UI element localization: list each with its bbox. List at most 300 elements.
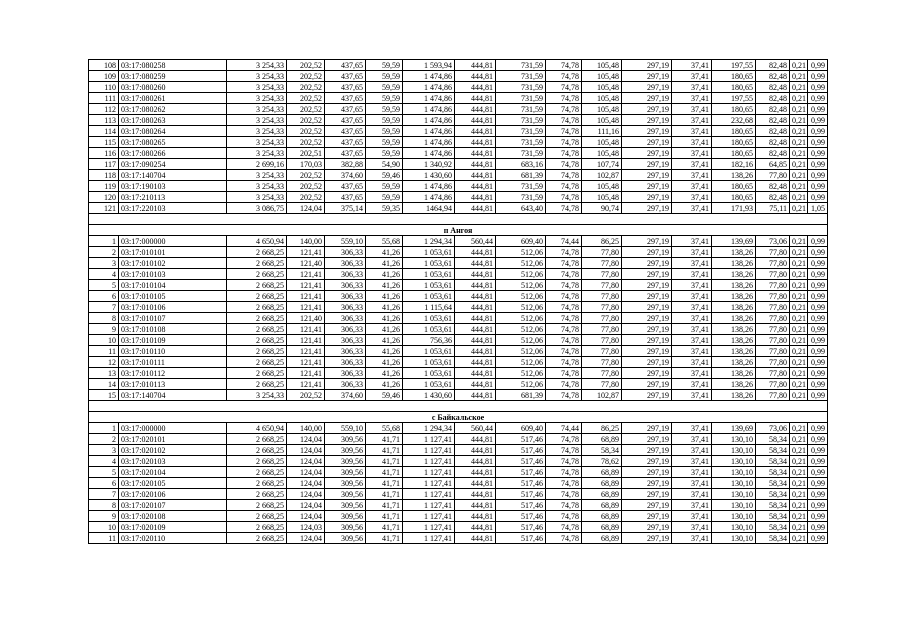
- value-cell: 197,55: [712, 60, 756, 71]
- value-cell: 232,68: [712, 115, 756, 126]
- value-cell: 2 668,25: [227, 511, 287, 522]
- value-cell: 297,19: [622, 379, 672, 390]
- row-number-cell: 108: [89, 60, 119, 71]
- table-row: [89, 324, 828, 335]
- value-cell: 37,41: [672, 445, 712, 456]
- value-cell: 2 668,25: [227, 346, 287, 357]
- value-cell: 59,46: [366, 170, 403, 181]
- value-cell: 0,21: [790, 291, 808, 302]
- value-cell: 37,41: [672, 522, 712, 533]
- value-cell: 0,99: [808, 511, 828, 522]
- value-cell: 309,56: [325, 456, 366, 467]
- row-number-cell: 13: [89, 368, 119, 379]
- value-cell: 37,41: [672, 456, 712, 467]
- value-cell: 74,78: [546, 456, 582, 467]
- value-cell: 297,19: [622, 368, 672, 379]
- value-cell: 37,41: [672, 258, 712, 269]
- value-cell: 139,69: [712, 423, 756, 434]
- value-cell: 444,81: [455, 302, 496, 313]
- value-cell: 74,78: [546, 170, 582, 181]
- value-cell: 309,56: [325, 478, 366, 489]
- value-cell: 124,04: [287, 445, 325, 456]
- value-cell: 297,19: [622, 236, 672, 247]
- table-row: [89, 82, 828, 93]
- value-cell: 58,34: [756, 533, 790, 544]
- value-cell: 0,99: [808, 115, 828, 126]
- row-number-cell: 111: [89, 93, 119, 104]
- value-cell: 74,78: [546, 478, 582, 489]
- row-number-cell: 117: [89, 159, 119, 170]
- value-cell: 41,71: [366, 467, 403, 478]
- cadastral-code-cell: 03:17:010110: [119, 346, 227, 357]
- table-row: [89, 533, 828, 544]
- value-cell: 202,52: [287, 170, 325, 181]
- value-cell: 297,19: [622, 324, 672, 335]
- value-cell: 202,52: [287, 192, 325, 203]
- value-cell: 0,99: [808, 478, 828, 489]
- value-cell: 37,41: [672, 357, 712, 368]
- value-cell: 2 668,25: [227, 445, 287, 456]
- value-cell: 512,06: [496, 302, 546, 313]
- value-cell: 444,81: [455, 478, 496, 489]
- value-cell: 731,59: [496, 148, 546, 159]
- value-cell: 444,81: [455, 126, 496, 137]
- value-cell: 3 254,33: [227, 148, 287, 159]
- value-cell: 0,21: [790, 423, 808, 434]
- value-cell: 121,41: [287, 368, 325, 379]
- value-cell: 74,78: [546, 93, 582, 104]
- value-cell: 41,71: [366, 522, 403, 533]
- value-cell: 59,59: [366, 115, 403, 126]
- cadastral-code-cell: 03:17:080265: [119, 137, 227, 148]
- section-header-row: [89, 225, 828, 236]
- value-cell: 77,80: [756, 335, 790, 346]
- value-cell: 512,06: [496, 357, 546, 368]
- cadastral-code-cell: 03:17:000000: [119, 236, 227, 247]
- value-cell: 77,80: [582, 280, 622, 291]
- value-cell: 138,26: [712, 346, 756, 357]
- value-cell: 130,10: [712, 434, 756, 445]
- value-cell: 59,59: [366, 71, 403, 82]
- row-number-cell: 113: [89, 115, 119, 126]
- value-cell: 41,71: [366, 489, 403, 500]
- value-cell: 3 254,33: [227, 71, 287, 82]
- value-cell: 0,99: [808, 291, 828, 302]
- value-cell: 37,41: [672, 181, 712, 192]
- value-cell: 37,41: [672, 71, 712, 82]
- row-number-cell: 115: [89, 137, 119, 148]
- value-cell: 437,65: [325, 137, 366, 148]
- value-cell: 1 127,41: [403, 434, 455, 445]
- value-cell: 444,81: [455, 357, 496, 368]
- value-cell: 444,81: [455, 115, 496, 126]
- cadastral-code-cell: 03:17:010104: [119, 280, 227, 291]
- value-cell: 37,41: [672, 324, 712, 335]
- value-cell: 138,26: [712, 170, 756, 181]
- value-cell: 1 294,34: [403, 236, 455, 247]
- value-cell: 306,33: [325, 324, 366, 335]
- value-cell: 77,80: [582, 379, 622, 390]
- value-cell: 1 053,61: [403, 258, 455, 269]
- value-cell: 0,21: [790, 93, 808, 104]
- value-cell: 2 668,25: [227, 357, 287, 368]
- value-cell: 2 668,25: [227, 522, 287, 533]
- value-cell: 37,41: [672, 269, 712, 280]
- value-cell: 297,19: [622, 269, 672, 280]
- row-number-cell: 119: [89, 181, 119, 192]
- table-row: [89, 60, 828, 71]
- value-cell: 3 254,33: [227, 170, 287, 181]
- value-cell: 41,26: [366, 335, 403, 346]
- cadastral-code-cell: 03:17:020107: [119, 500, 227, 511]
- value-cell: 105,48: [582, 71, 622, 82]
- value-cell: 0,99: [808, 346, 828, 357]
- value-cell: 0,99: [808, 170, 828, 181]
- value-cell: 90,74: [582, 203, 622, 214]
- value-cell: 309,56: [325, 500, 366, 511]
- table-row: [89, 368, 828, 379]
- value-cell: 180,65: [712, 82, 756, 93]
- value-cell: 0,99: [808, 71, 828, 82]
- value-cell: 1 053,61: [403, 346, 455, 357]
- value-cell: 41,26: [366, 379, 403, 390]
- value-cell: 0,99: [808, 247, 828, 258]
- table-row: [89, 456, 828, 467]
- value-cell: 512,06: [496, 346, 546, 357]
- value-cell: 1 053,61: [403, 324, 455, 335]
- table-row: [89, 511, 828, 522]
- value-cell: 512,06: [496, 258, 546, 269]
- value-cell: 306,33: [325, 247, 366, 258]
- section-title: п Ангоя: [89, 225, 828, 236]
- table-row: [89, 302, 828, 313]
- value-cell: 437,65: [325, 148, 366, 159]
- value-cell: 77,80: [756, 280, 790, 291]
- value-cell: 297,19: [622, 313, 672, 324]
- row-number-cell: 110: [89, 82, 119, 93]
- value-cell: 0,21: [790, 478, 808, 489]
- value-cell: 306,33: [325, 258, 366, 269]
- spacer-row: [89, 401, 828, 412]
- value-cell: 77,80: [756, 258, 790, 269]
- value-cell: 0,21: [790, 390, 808, 401]
- value-cell: 444,81: [455, 258, 496, 269]
- value-cell: 75,11: [756, 203, 790, 214]
- value-cell: 306,33: [325, 313, 366, 324]
- value-cell: 437,65: [325, 181, 366, 192]
- value-cell: 138,26: [712, 313, 756, 324]
- value-cell: 41,71: [366, 434, 403, 445]
- value-cell: 138,26: [712, 390, 756, 401]
- value-cell: 180,65: [712, 104, 756, 115]
- value-cell: 74,78: [546, 313, 582, 324]
- value-cell: 54,90: [366, 159, 403, 170]
- value-cell: 74,78: [546, 82, 582, 93]
- table-row: [89, 467, 828, 478]
- value-cell: 517,46: [496, 478, 546, 489]
- value-cell: 58,34: [756, 489, 790, 500]
- value-cell: 74,78: [546, 137, 582, 148]
- value-cell: 41,71: [366, 478, 403, 489]
- value-cell: 2 668,25: [227, 269, 287, 280]
- value-cell: 1 053,61: [403, 280, 455, 291]
- cadastral-code-cell: 03:17:190103: [119, 181, 227, 192]
- value-cell: 731,59: [496, 115, 546, 126]
- value-cell: 444,81: [455, 456, 496, 467]
- value-cell: 37,41: [672, 467, 712, 478]
- value-cell: 2 668,25: [227, 335, 287, 346]
- value-cell: 1 294,34: [403, 423, 455, 434]
- value-cell: 1 053,61: [403, 379, 455, 390]
- value-cell: 1 127,41: [403, 456, 455, 467]
- cadastral-code-cell: 03:17:010102: [119, 258, 227, 269]
- row-number-cell: 109: [89, 71, 119, 82]
- value-cell: 121,41: [287, 247, 325, 258]
- value-cell: 444,81: [455, 390, 496, 401]
- value-cell: 102,87: [582, 170, 622, 181]
- value-cell: 0,99: [808, 148, 828, 159]
- value-cell: 41,26: [366, 346, 403, 357]
- row-number-cell: 1: [89, 236, 119, 247]
- value-cell: 37,41: [672, 291, 712, 302]
- value-cell: 180,65: [712, 126, 756, 137]
- value-cell: 1 474,86: [403, 71, 455, 82]
- table-row: [89, 203, 828, 214]
- value-cell: 37,41: [672, 126, 712, 137]
- cadastral-code-cell: 03:17:220103: [119, 203, 227, 214]
- row-number-cell: 6: [89, 291, 119, 302]
- value-cell: 74,78: [546, 445, 582, 456]
- value-cell: 306,33: [325, 335, 366, 346]
- value-cell: 1 474,86: [403, 137, 455, 148]
- value-cell: 77,80: [756, 368, 790, 379]
- value-cell: 0,99: [808, 181, 828, 192]
- value-cell: 731,59: [496, 71, 546, 82]
- value-cell: 0,99: [808, 379, 828, 390]
- cadastral-code-cell: 03:17:080266: [119, 148, 227, 159]
- value-cell: 2 668,25: [227, 467, 287, 478]
- value-cell: 297,19: [622, 82, 672, 93]
- value-cell: 121,41: [287, 302, 325, 313]
- value-cell: 41,71: [366, 456, 403, 467]
- value-cell: 309,56: [325, 533, 366, 544]
- value-cell: 297,19: [622, 522, 672, 533]
- value-cell: 444,81: [455, 489, 496, 500]
- value-cell: 55,68: [366, 423, 403, 434]
- value-cell: 0,21: [790, 434, 808, 445]
- cadastral-code-cell: 03:17:080263: [119, 115, 227, 126]
- value-cell: 37,41: [672, 203, 712, 214]
- row-number-cell: 2: [89, 434, 119, 445]
- value-cell: 1 474,86: [403, 126, 455, 137]
- value-cell: 2 668,25: [227, 368, 287, 379]
- value-cell: 1 115,64: [403, 302, 455, 313]
- value-cell: 4 650,94: [227, 236, 287, 247]
- value-cell: 74,78: [546, 159, 582, 170]
- value-cell: 74,78: [546, 115, 582, 126]
- cadastral-code-cell: 03:17:020102: [119, 445, 227, 456]
- value-cell: 77,80: [582, 357, 622, 368]
- value-cell: 444,81: [455, 137, 496, 148]
- value-cell: 512,06: [496, 335, 546, 346]
- value-cell: 3 254,33: [227, 137, 287, 148]
- value-cell: 0,21: [790, 203, 808, 214]
- table-row: [89, 192, 828, 203]
- value-cell: 202,51: [287, 148, 325, 159]
- value-cell: 0,99: [808, 467, 828, 478]
- value-cell: 297,19: [622, 456, 672, 467]
- table-row: [89, 291, 828, 302]
- value-cell: 130,10: [712, 522, 756, 533]
- value-cell: 82,48: [756, 181, 790, 192]
- value-cell: 1 127,41: [403, 467, 455, 478]
- table-row: [89, 280, 828, 291]
- value-cell: 121,41: [287, 335, 325, 346]
- value-cell: 0,99: [808, 357, 828, 368]
- value-cell: 124,04: [287, 511, 325, 522]
- value-cell: 180,65: [712, 181, 756, 192]
- value-cell: 130,10: [712, 467, 756, 478]
- table-row: [89, 346, 828, 357]
- value-cell: 64,85: [756, 159, 790, 170]
- value-cell: 82,48: [756, 126, 790, 137]
- value-cell: 1 430,60: [403, 390, 455, 401]
- value-cell: 444,81: [455, 104, 496, 115]
- value-cell: 138,26: [712, 368, 756, 379]
- row-number-cell: 3: [89, 258, 119, 269]
- value-cell: 37,41: [672, 368, 712, 379]
- value-cell: 297,19: [622, 93, 672, 104]
- row-number-cell: 118: [89, 170, 119, 181]
- value-cell: 1 053,61: [403, 291, 455, 302]
- value-cell: 124,04: [287, 478, 325, 489]
- value-cell: 73,06: [756, 423, 790, 434]
- value-cell: 306,33: [325, 291, 366, 302]
- table-row: [89, 269, 828, 280]
- value-cell: 517,46: [496, 445, 546, 456]
- value-cell: 74,78: [546, 291, 582, 302]
- value-cell: 297,19: [622, 148, 672, 159]
- value-cell: 560,44: [455, 236, 496, 247]
- value-cell: 3 254,33: [227, 60, 287, 71]
- value-cell: 297,19: [622, 280, 672, 291]
- cadastral-code-cell: 03:17:080259: [119, 71, 227, 82]
- value-cell: 1 474,86: [403, 192, 455, 203]
- value-cell: 517,46: [496, 522, 546, 533]
- table-row: [89, 126, 828, 137]
- value-cell: 82,48: [756, 137, 790, 148]
- value-cell: 2 699,16: [227, 159, 287, 170]
- value-cell: 138,26: [712, 302, 756, 313]
- value-cell: 3 254,33: [227, 93, 287, 104]
- table-body: [89, 60, 828, 544]
- value-cell: 517,46: [496, 489, 546, 500]
- value-cell: 77,80: [582, 302, 622, 313]
- value-cell: 74,78: [546, 324, 582, 335]
- value-cell: 74,44: [546, 423, 582, 434]
- row-number-cell: 4: [89, 269, 119, 280]
- value-cell: 2 668,25: [227, 302, 287, 313]
- cadastral-code-cell: 03:17:140704: [119, 170, 227, 181]
- value-cell: 0,21: [790, 71, 808, 82]
- value-cell: 0,21: [790, 379, 808, 390]
- cadastral-code-cell: 03:17:020104: [119, 467, 227, 478]
- value-cell: 309,56: [325, 467, 366, 478]
- value-cell: 306,33: [325, 346, 366, 357]
- value-cell: 560,44: [455, 423, 496, 434]
- value-cell: 41,26: [366, 269, 403, 280]
- cadastral-code-cell: 03:17:010106: [119, 302, 227, 313]
- value-cell: 297,19: [622, 170, 672, 181]
- value-cell: 86,25: [582, 423, 622, 434]
- value-cell: 1 053,61: [403, 313, 455, 324]
- value-cell: 309,56: [325, 489, 366, 500]
- value-cell: 306,33: [325, 357, 366, 368]
- value-cell: 0,99: [808, 324, 828, 335]
- value-cell: 37,41: [672, 192, 712, 203]
- value-cell: 58,34: [756, 522, 790, 533]
- value-cell: 0,21: [790, 159, 808, 170]
- value-cell: 0,21: [790, 456, 808, 467]
- value-cell: 74,78: [546, 192, 582, 203]
- value-cell: 68,89: [582, 478, 622, 489]
- value-cell: 59,59: [366, 137, 403, 148]
- value-cell: 77,80: [582, 269, 622, 280]
- cadastral-code-cell: 03:17:080258: [119, 60, 227, 71]
- row-number-cell: 116: [89, 148, 119, 159]
- value-cell: 731,59: [496, 82, 546, 93]
- value-cell: 0,21: [790, 445, 808, 456]
- value-cell: 74,78: [546, 203, 582, 214]
- value-cell: 77,80: [756, 170, 790, 181]
- value-cell: 78,62: [582, 456, 622, 467]
- value-cell: 138,26: [712, 269, 756, 280]
- value-cell: 731,59: [496, 60, 546, 71]
- value-cell: 130,10: [712, 478, 756, 489]
- value-cell: 444,81: [455, 60, 496, 71]
- value-cell: 74,78: [546, 60, 582, 71]
- value-cell: 77,80: [756, 269, 790, 280]
- value-cell: 1 053,61: [403, 247, 455, 258]
- value-cell: 0,99: [808, 500, 828, 511]
- value-cell: 297,19: [622, 181, 672, 192]
- value-cell: 74,78: [546, 71, 582, 82]
- value-cell: 37,41: [672, 313, 712, 324]
- value-cell: 0,21: [790, 335, 808, 346]
- value-cell: 37,41: [672, 93, 712, 104]
- value-cell: 138,26: [712, 247, 756, 258]
- value-cell: 74,78: [546, 434, 582, 445]
- value-cell: 297,19: [622, 104, 672, 115]
- value-cell: 609,40: [496, 236, 546, 247]
- value-cell: 202,52: [287, 126, 325, 137]
- value-cell: 140,00: [287, 236, 325, 247]
- table-row: [89, 445, 828, 456]
- value-cell: 58,34: [756, 511, 790, 522]
- value-cell: 512,06: [496, 368, 546, 379]
- value-cell: 37,41: [672, 346, 712, 357]
- value-cell: 105,48: [582, 93, 622, 104]
- value-cell: 0,21: [790, 82, 808, 93]
- value-cell: 77,80: [582, 346, 622, 357]
- value-cell: 517,46: [496, 533, 546, 544]
- table-row: [89, 258, 828, 269]
- table-row: [89, 159, 828, 170]
- value-cell: 82,48: [756, 93, 790, 104]
- section-title: с Байкальское: [89, 412, 828, 423]
- value-cell: 130,10: [712, 511, 756, 522]
- value-cell: 1464,94: [403, 203, 455, 214]
